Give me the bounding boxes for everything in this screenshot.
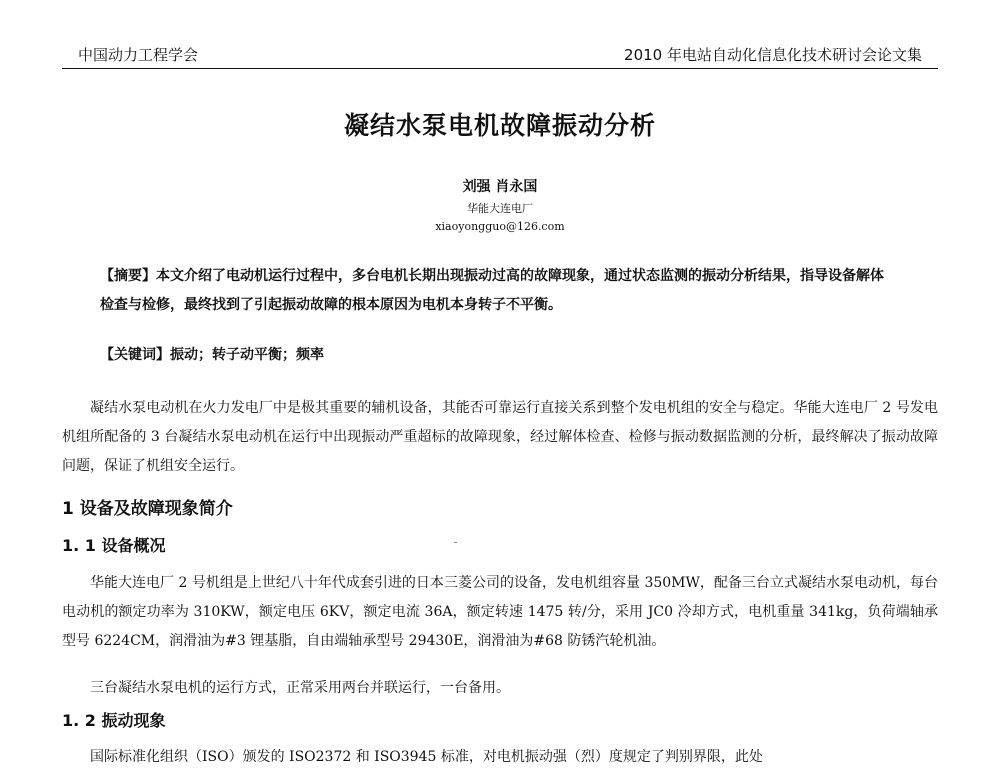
intro-paragraph: 凝结水泵电动机在火力发电厂中是极其重要的辅机设备，其能否可靠运行直接关系到整个发电机组的安全与稳定。华能大连电厂 2 号发电机组所配备的 3 台凝结水泵电动机在运行中出现振动严重超标的故障现象，经过解体检查、检修与振动数据监测的分析，最终解决了振动故障问题，保证了机组安全运行。 xyxy=(62,400,938,474)
paper-affiliation: 华能大连电厂 xyxy=(467,202,533,215)
header-divider xyxy=(62,68,938,69)
section-1-2-paragraph-1: 国际标准化组织（ISO）颁发的 ISO2372 和 ISO3945 标准，对电机振动强（烈）度规定了判别界限，此处 xyxy=(90,749,763,765)
paper-authors: 刘强 肖永国 xyxy=(462,179,538,195)
abstract-label: 【摘要】 xyxy=(100,268,156,284)
keywords xyxy=(100,344,890,366)
section-1-1-paragraph-2: 三台凝结水泵电机的运行方式，正常采用两台并联运行，一台备用。 xyxy=(90,680,510,696)
scan-speck xyxy=(454,542,457,543)
abstract-text: 本文介绍了电动机运行过程中，多台电机长期出现振动过高的故障现象，通过状态监测的振动分析结果，指导设备解体检查与检修，最终找到了引起振动故障的根本原因为电机本身转子不平衡。 xyxy=(100,268,884,313)
section-1-heading: 1 设备及故障现象简介 xyxy=(62,499,233,519)
abstract xyxy=(100,262,890,320)
section-1-2-heading: 1. 2 振动现象 xyxy=(62,711,166,730)
section-1-1-paragraph-1: 华能大连电厂 2 号机组是上世纪八十年代成套引进的日本三菱公司的设备，发电机组容量 350MW，配备三台立式凝结水泵电动机，每台电动机的额定功率为 310KW，额定电压 6KV，额定电流 36A，额定转速 1475 转/分，采用 JC0 冷却方式，电机重量 341kg，负荷端轴承型号 6224CM，润滑油为#3 锂基脂，自由端轴承型号 29430E，润滑油为#68 防锈汽轮机油。 xyxy=(62,575,938,649)
keywords-label: 【关键词】 xyxy=(100,347,170,363)
running-header-right: 2010 年电站自动化信息化技术研讨会论文集 xyxy=(624,46,922,64)
author-email: xiaoyongguo@126.com xyxy=(435,220,565,233)
paper-title: 凝结水泵电机故障振动分析 xyxy=(343,111,656,140)
keywords-text: 振动；转子动平衡；频率 xyxy=(170,347,324,363)
running-header-left: 中国动力工程学会 xyxy=(78,46,199,64)
section-1-1-heading: 1. 1 设备概况 xyxy=(62,536,166,555)
